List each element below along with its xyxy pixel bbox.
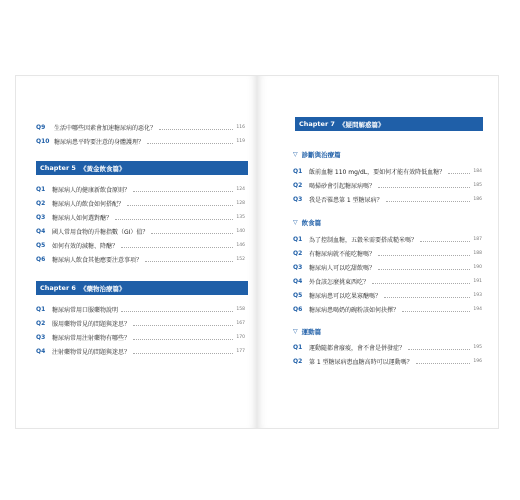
- leader-dots: [378, 183, 470, 188]
- question-number: Q1: [293, 343, 303, 351]
- toc-entry[interactable]: [36, 182, 245, 196]
- page-number: 184: [473, 168, 482, 174]
- toc-entry[interactable]: [36, 316, 245, 330]
- chapter-7-header[interactable]: [295, 117, 483, 131]
- toc-entry[interactable]: [293, 340, 482, 354]
- toc-entry[interactable]: [36, 238, 245, 252]
- page-number: 119: [236, 138, 245, 144]
- toc-entry[interactable]: [36, 120, 245, 134]
- leader-dots: [378, 265, 470, 270]
- page-number: 177: [236, 348, 245, 354]
- leader-dots: [121, 307, 233, 312]
- question-number: Q4: [293, 277, 303, 285]
- leader-dots: [145, 257, 233, 262]
- page-number: 116: [236, 124, 245, 130]
- entry-title: 糖尿病人飲食其他應要注意事項？: [52, 256, 143, 264]
- chapter-6-header[interactable]: [36, 281, 248, 295]
- leader-dots: [159, 125, 233, 130]
- leader-dots: [133, 335, 233, 340]
- page-number: 135: [236, 214, 245, 220]
- question-number: Q4: [36, 227, 46, 235]
- triangle-down-icon: ▽: [293, 327, 298, 335]
- section-title: 飲食篇: [301, 218, 322, 227]
- entry-title: 如何有效的減糖、降醣？: [52, 242, 119, 250]
- page-number: 195: [473, 344, 482, 350]
- question-number: Q2: [36, 319, 46, 327]
- entry-title: 生活中哪些因素會加速糖尿病的惡化？: [54, 124, 157, 132]
- toc-entry[interactable]: [293, 274, 482, 288]
- entry-title: 注射藥物常見的問題與迷思？: [52, 348, 131, 356]
- entry-title: 為了控制血糖，五穀米需要搭成糙米嗎？: [309, 236, 418, 244]
- leader-dots: [133, 321, 233, 326]
- page-number: 196: [473, 358, 482, 364]
- toc-entry[interactable]: [36, 196, 245, 210]
- leader-dots: [147, 139, 233, 144]
- question-number: Q2: [293, 357, 303, 365]
- leader-dots: [378, 251, 470, 256]
- entry-title: 糖尿病人的飲食如何搭配？: [52, 200, 125, 208]
- leader-dots: [386, 197, 471, 202]
- entry-title: 我是否罹患第 1 型糖尿病？: [309, 196, 383, 204]
- triangle-down-icon: ▽: [293, 218, 298, 226]
- page-number: 191: [473, 278, 482, 284]
- leader-dots: [127, 201, 233, 206]
- toc-entry[interactable]: [36, 134, 245, 148]
- page-number: 185: [473, 182, 482, 188]
- toc-entry[interactable]: [293, 302, 482, 316]
- toc-entry[interactable]: [36, 224, 245, 238]
- section-title: 運動篇: [301, 327, 322, 336]
- chapter-number: Chapter 5: [40, 164, 76, 172]
- chapter-title: 《藥物治療篇》: [79, 284, 126, 293]
- triangle-down-icon: ▽: [293, 150, 298, 158]
- page-number: 140: [236, 228, 245, 234]
- question-number: Q5: [36, 241, 46, 249]
- page-number: 170: [236, 334, 245, 340]
- toc-entry[interactable]: [36, 210, 245, 224]
- toc-entry[interactable]: [36, 330, 245, 344]
- chapter-number: Chapter 6: [40, 284, 76, 292]
- entry-title: 糖尿病常用口服藥物說明: [52, 306, 119, 314]
- leader-dots: [133, 349, 233, 354]
- leader-dots: [416, 359, 471, 364]
- question-number: Q3: [293, 195, 303, 203]
- leader-dots: [408, 345, 470, 350]
- entry-title: 有糖尿病就不能吃糖嗎？: [309, 250, 376, 258]
- toc-entry[interactable]: [36, 344, 245, 358]
- section-heading[interactable]: [293, 325, 321, 337]
- toc-entry[interactable]: [293, 354, 482, 368]
- question-number: Q3: [293, 263, 303, 271]
- page-number: 187: [473, 236, 482, 242]
- section-heading[interactable]: [293, 148, 341, 160]
- leader-dots: [133, 187, 233, 192]
- section-heading[interactable]: [293, 216, 321, 228]
- entry-title: 糖尿病患平時要注意的身體護理？: [54, 138, 145, 146]
- page-number: 190: [473, 264, 482, 270]
- entry-title: 喝掃砂會引起糖尿病嗎？: [309, 182, 376, 190]
- page-number: 167: [236, 320, 245, 326]
- page-number: 158: [236, 306, 245, 312]
- toc-entry[interactable]: [293, 260, 482, 274]
- toc-entry[interactable]: [36, 302, 245, 316]
- entry-title: 飯前血糖 110 mg/dL，要如何才能有效降低血糖？: [309, 168, 446, 176]
- leader-dots: [420, 237, 470, 242]
- entry-title: 運動隨都會廢痠，會不會是併發症？: [309, 344, 406, 352]
- chapter-number: Chapter 7: [299, 120, 335, 128]
- question-number: Q3: [36, 213, 46, 221]
- leader-dots: [384, 293, 470, 298]
- page-number: 188: [473, 250, 482, 256]
- leader-dots: [448, 169, 470, 174]
- toc-entry[interactable]: [36, 252, 245, 266]
- section-title: 診斷與治療篇: [301, 150, 341, 159]
- question-number: Q1: [36, 305, 46, 313]
- entry-title: 服用藥物常見的問題與迷思？: [52, 320, 131, 328]
- entry-title: 外食該怎麼挑東西吃？: [309, 278, 370, 286]
- question-number: Q6: [36, 255, 46, 263]
- page-number: 194: [473, 306, 482, 312]
- question-number: Q10: [36, 137, 50, 145]
- question-number: Q2: [36, 199, 46, 207]
- leader-dots: [151, 229, 233, 234]
- entry-title: 國人常用食物的升糖指數（GI）值？: [52, 228, 149, 236]
- chapter-title: 《疑問解惑篇》: [338, 120, 385, 129]
- page-number: 152: [236, 256, 245, 262]
- leader-dots: [402, 307, 470, 312]
- entry-title: 糖尿病患可以吃果寡醣嗎？: [309, 292, 382, 300]
- toc-entry[interactable]: [293, 288, 482, 302]
- question-number: Q6: [293, 305, 303, 313]
- page-number: 128: [236, 200, 245, 206]
- entry-title: 糖尿病患喝奶的碗粉該如何抉擇？: [309, 306, 400, 314]
- leader-dots: [115, 215, 233, 220]
- question-number: Q1: [36, 185, 46, 193]
- page-number: 146: [236, 242, 245, 248]
- question-number: Q1: [293, 167, 303, 175]
- entry-title: 糖尿病人的健康新飲食原則？: [52, 186, 131, 194]
- entry-title: 糖尿病人如何選對醣？: [52, 214, 113, 222]
- question-number: Q9: [36, 123, 46, 131]
- leader-dots: [121, 243, 233, 248]
- page-number: 186: [473, 196, 482, 202]
- question-number: Q2: [293, 181, 303, 189]
- toc-entry[interactable]: [293, 164, 482, 178]
- right-page: [257, 75, 499, 429]
- toc-entry[interactable]: [293, 232, 482, 246]
- question-number: Q2: [293, 249, 303, 257]
- question-number: Q3: [36, 333, 46, 341]
- page-number: 124: [236, 186, 245, 192]
- toc-entry[interactable]: [293, 192, 482, 206]
- chapter-title: 《黃金飲食篇》: [79, 164, 126, 173]
- entry-title: 糖尿病常用注射藥物有哪些？: [52, 334, 131, 342]
- left-page: [15, 75, 257, 429]
- toc-entry[interactable]: [293, 178, 482, 192]
- question-number: Q4: [36, 347, 46, 355]
- entry-title: 糖尿病人可以吃甜飲嗎？: [309, 264, 376, 272]
- question-number: Q5: [293, 291, 303, 299]
- toc-entry[interactable]: [293, 246, 482, 260]
- entry-title: 第 1 型糖尿病患血糖高時可以運動嗎？: [309, 358, 413, 366]
- page-number: 193: [473, 292, 482, 298]
- chapter-5-header[interactable]: [36, 161, 248, 175]
- leader-dots: [372, 279, 470, 284]
- question-number: Q1: [293, 235, 303, 243]
